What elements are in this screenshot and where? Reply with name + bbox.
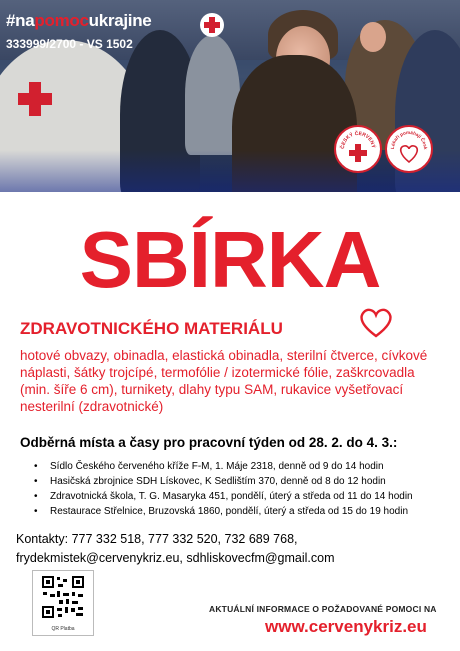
hashtag: #napomocukrajine	[6, 11, 152, 30]
contact-emails: frydekmistek@cervenykriz.eu, sdhliskovecfm@gmail.com	[16, 551, 335, 565]
list-item: • Restaurace Střelnice, Bruzovská 1860, pondělí, úterý a středa od 15 do 19 hodin	[34, 504, 413, 519]
svg-text:Lékaři pomáhají Česku: Lékaři pomáhají Česk	[389, 129, 429, 150]
list-item: • Hasičská zbrojnice SDH Lískovec, K Sedlištím 370, denně od 8 do 12 hodin	[34, 474, 413, 489]
list-item: • Zdravotnická škola, T. G. Masaryka 451, pondělí, úterý a středa od 11 do 14 hodin	[34, 489, 413, 504]
poster-title: SBÍRKA	[79, 215, 381, 304]
doctors-help-seal-icon	[385, 125, 433, 173]
places-title: Odběrná místa a časy pro pracovní týden od 28. 2. do 4. 3.:	[20, 435, 398, 450]
czech-red-cross-seal-icon	[334, 125, 382, 173]
qr-code-icon	[41, 575, 85, 619]
contacts	[16, 530, 335, 568]
footer-info: AKTUÁLNÍ INFORMACE O POŽADOVANÉ POMOCI NA	[209, 604, 437, 614]
contact-phones: Kontakty: 777 332 518, 777 332 520, 732 689 768,	[16, 532, 298, 546]
list-item: • Sídlo Českého červeného kříže F-M, 1. Máje 2318, denně od 9 do 14 hodin	[34, 459, 413, 474]
materials-list: hotové obvazy, obinadla, elastická obinadla, sterilní čtverce, cívkové náplasti, šátky trojcípé, termofólie / izotermické fólie, zaškrcovadla (min. šíře 6 cm), turnikety, dlahy typu SAM, rukavice vyšetřovací nesterilní (zdravotnické)	[20, 348, 428, 414]
qr-label: QR Platba	[51, 626, 75, 632]
website-link[interactable]: www.cervenykriz.eu	[265, 617, 427, 636]
svg-text:ČESKÝ ČERVENÝ KŘÍŽ: ČESKÝ ČERVENÝ	[339, 130, 377, 150]
photo-banner	[0, 0, 460, 192]
poster-subtitle: ZDRAVOTNICKÉHO MATERIÁLU	[20, 319, 283, 338]
places-list	[34, 459, 413, 519]
heart-icon	[357, 306, 395, 338]
red-cross-icon	[18, 82, 52, 116]
red-cross-cap-icon	[200, 13, 224, 37]
crowd-face	[360, 22, 386, 52]
bank-account: 333999/2700 - VS 1502	[6, 37, 133, 51]
qr-payment	[32, 570, 94, 636]
